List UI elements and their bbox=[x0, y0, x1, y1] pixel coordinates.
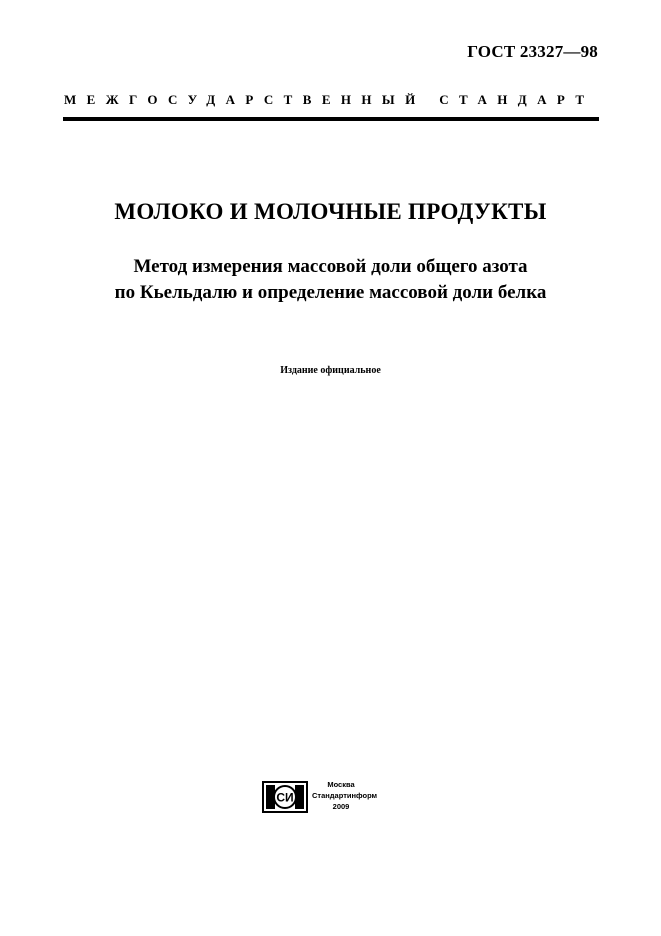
publisher-name: Стандартинформ bbox=[312, 791, 378, 800]
subtitle-line-2: по Кьельдалю и определение массовой доли белка bbox=[114, 282, 547, 303]
document-number: ГОСТ 23327—98 bbox=[467, 42, 598, 61]
logo-lettering: СИ bbox=[276, 790, 294, 805]
standard-type-heading: МЕЖГОСУДАРСТВЕННЫЙ СТАНДАРТ bbox=[64, 92, 595, 107]
publisher-year: 2009 bbox=[332, 802, 350, 811]
header-divider bbox=[63, 117, 599, 121]
document-title: МОЛОКО И МОЛОЧНЫЕ ПРОДУКТЫ bbox=[114, 199, 547, 224]
standartinform-logo-icon bbox=[262, 781, 308, 813]
subtitle-line-1: Метод измерения массовой доли общего азота bbox=[133, 256, 528, 277]
document-subtitle bbox=[0, 254, 661, 306]
publisher-city: Москва bbox=[327, 780, 355, 789]
publisher-block bbox=[262, 779, 422, 815]
edition-note: Издание официальное bbox=[280, 365, 381, 376]
publisher-imprint bbox=[312, 779, 378, 812]
